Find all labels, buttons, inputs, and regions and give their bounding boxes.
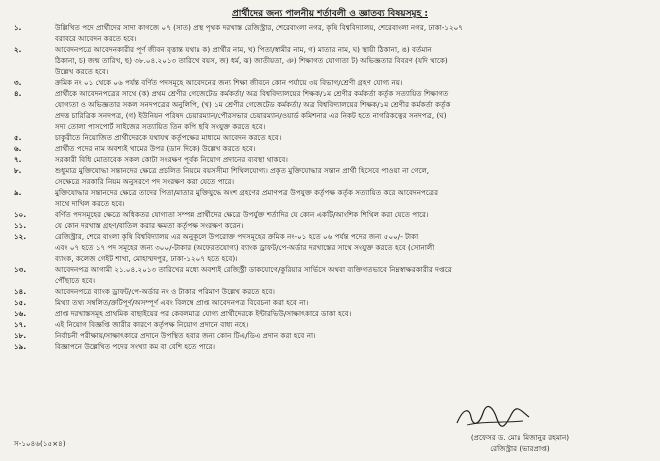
- condition-text: [55, 44, 647, 77]
- condition-item: [0, 44, 660, 77]
- condition-number: ১১.: [14, 221, 27, 230]
- condition-text: [55, 330, 647, 341]
- condition-line: মুক্তিযোদ্ধার সন্তানদের ক্ষেত্রে তাদের পিতা/মাতার মুক্তিযুদ্ধে অংশ গ্রহণের প্রমাণপত্র উপযুক্ত কর্তৃপক্ষ কর্তৃক সত্যায়িত করে আবেদনপত্রের: [55, 188, 439, 197]
- condition-line: সাথে দাখিল করতে হবে।: [55, 199, 125, 208]
- condition-number: ১০.: [14, 210, 27, 219]
- condition-number: ৯.: [14, 188, 22, 197]
- condition-item: [0, 22, 660, 44]
- condition-line: বিজ্ঞাপনে উল্লেখিত পদের সংখ্যা কম বা বেশি হতে পারে।: [55, 342, 216, 351]
- condition-item: [0, 209, 660, 220]
- condition-item: [0, 319, 660, 330]
- condition-number: ৩.: [14, 78, 22, 87]
- publication-code: স-১০৪৬(১৫×৪): [14, 439, 66, 448]
- condition-text: [55, 286, 647, 297]
- condition-number: ১৯.: [14, 342, 27, 351]
- condition-number: ১৩.: [14, 265, 27, 274]
- condition-number: ১৭.: [14, 320, 27, 329]
- condition-line: আবেদনপত্রে আবেদনকারীর পূর্ণ জীবন বৃত্তান্ত যথাঃ ক) প্রার্থীর নাম, খ) পিতা/স্বামীর নাম, গ) মাতার নাম, ঘ) স্থায়ী ঠিকানা, ঙ) বর্তমান: [55, 45, 432, 54]
- condition-number: ১৫.: [14, 298, 27, 307]
- condition-line: নির্বাচনী পরীক্ষায়/সাক্ষাৎকারে প্রদানে উপস্থিত হবার জন্য কোন টিএ/ডিএ প্রদান করা হবে না।: [55, 331, 316, 340]
- signature-mark: [453, 403, 533, 431]
- condition-number: ১.: [14, 23, 22, 32]
- condition-text: [55, 308, 647, 319]
- condition-line: প্রাপ্ত দরখাস্তসমূহ প্রাথমিক বাছাইয়ের পর কেবলমাত্র যোগ্য প্রার্থীদেরকে ইন্টারভিউ/সাক্ষাৎকারে ডাকা হবে।: [55, 309, 352, 318]
- condition-line: শুধুমাত্র মুক্তিযোদ্ধা সন্তানদের ক্ষেত্রে প্রচলিত নিয়মে বয়সসীমা শিথিলযোগ্য। প্রকৃত মুক্তিযোদ্ধার সন্তান প্রার্থী হিসেবে পাওয়া না গেলে,: [55, 166, 430, 175]
- condition-text: [55, 22, 647, 44]
- condition-line: চাকুরীতে নিয়োজিত প্রার্থীদেরকে যথাযথ কর্তৃপক্ষের মাধ্যমে আবেদন করতে হবে।: [55, 133, 282, 142]
- condition-line: যে কোন দরখাস্ত গ্রহণ/বাতিল করার ক্ষমতা কর্তৃপক্ষ সংরক্ষণ করেন।: [55, 221, 244, 230]
- condition-item: [0, 77, 660, 88]
- condition-text: [55, 209, 647, 220]
- conditions-list: [0, 22, 660, 352]
- condition-line: প্রদত্ত চারিত্রিক সনদপত্র, (গ) ইউনিয়ন পরিষদ চেয়ারম্যান/পৌরসভার চেয়ারম্যান/ওয়ার্ড কমিশনার এর নিকট হতে নাগরিকত্বের সনদপত্র, (ঘ): [55, 111, 447, 120]
- condition-number: ১৮.: [14, 331, 27, 340]
- condition-item: [0, 231, 660, 264]
- condition-text: [55, 264, 647, 286]
- condition-text: [55, 297, 647, 308]
- condition-line: বরাবরে আবেদন করতে হবে।: [55, 34, 137, 43]
- condition-text: [55, 77, 647, 88]
- condition-line: আবেদনপত্রে ব্যাংক ড্রাফট/পে-অর্ডার নং ও টাকার পরিমাণ উল্লেখ করতে হবে।: [55, 287, 275, 296]
- condition-line: বর্ণিত পদসমূহের ক্ষেত্রে অধিকতর যোগ্যতা সম্পন্ন প্রার্থীদের ক্ষেত্রে উপর্যুক্ত শর্তাদির যে কোন একটি/আংশিক শিথিল করা যেতে পারে।: [55, 210, 429, 219]
- condition-item: [0, 154, 660, 165]
- condition-item: [0, 286, 660, 297]
- condition-line: উল্লিখিত পদে প্রার্থীদের সাদা কাগজে ০৭ (সাত) প্রস্থ পৃথক দরখাস্ত রেজিস্ট্রার, শেরেবাংলা নগর, কৃষি বিশ্ববিদ্যালয়, শেরেবাংলা নগর, ঢাকা-১২০৭: [55, 23, 463, 32]
- condition-item: [0, 264, 660, 286]
- condition-item: [0, 143, 660, 154]
- condition-number: ১৬.: [14, 309, 27, 318]
- condition-item: [0, 330, 660, 341]
- condition-line: প্রার্থীত পদের নাম অবশ্যই খামের উপর (ডান দিকে) উল্লেখ করতে হবে।: [55, 144, 256, 153]
- condition-number: ৮.: [14, 166, 22, 175]
- condition-text: [55, 220, 647, 231]
- condition-item: [0, 308, 660, 319]
- condition-text: [55, 319, 647, 330]
- signatory-designation: রেজিস্ট্রার (ভারপ্রাপ্ত): [490, 444, 550, 453]
- condition-text: [55, 341, 647, 352]
- condition-item: [0, 187, 660, 209]
- condition-item: [0, 297, 660, 308]
- condition-line: এবং ০৭ হতে ১৭ পদ সমূহের জন্য ৩০০/-টাকার (অফেরতযোগ্য) ব্যাংক ড্রাফট/পে-অর্ডার দরখাস্তের সাথে সংযুক্ত করতে হবে (সোনালী: [55, 243, 435, 252]
- condition-text: [55, 132, 647, 143]
- condition-line: উল্লেখ করতে হবে।: [55, 67, 109, 76]
- condition-text: [55, 143, 647, 154]
- condition-number: ৫.: [14, 133, 22, 142]
- condition-line: রেজিস্ট্রার, শেরে বাংলা কৃষি বিশ্ববিদ্যালয় এর অনুকূলে উপরোক্ত পদসমূহের ক্রমিক নং-০১ হতে ০৬ পর্যন্ত পদের জন্য ৫০০/- টাকা: [55, 232, 419, 241]
- condition-line: আবেদনপত্র আগামী ২১.০৪.২০১৩ তারিখের মধ্যে অবশ্যই রেজিস্ট্রী ডাকযোগে/কুরিয়ার সার্ভিসে অথবা ব্যক্তিগতভাবে নিম্নস্বাক্ষরকারীর দপ্তরে: [55, 265, 452, 274]
- condition-item: [0, 132, 660, 143]
- condition-item: [0, 220, 660, 231]
- condition-text: [55, 88, 647, 132]
- condition-number: ৬.: [14, 144, 22, 153]
- condition-number: ৪.: [14, 89, 22, 98]
- condition-line: সেক্ষেত্রে সরকারি নিয়ম অনুসরণে পদ সংরক্ষণ করা যেতে পারে।: [55, 177, 235, 186]
- condition-line: ক্রমিক নং ০১ থেকে ০৬ পর্যন্ত বর্ণিত পদসমূহে আবেদনের জন্য শিক্ষা জীবনে কোন পর্যায়ে ৩য় বিভাগ/শ্রেণী গ্রহণ যোগ্য নয়।: [55, 78, 403, 87]
- condition-number: ৭.: [14, 155, 22, 164]
- condition-line: ব্যাংক, কলেজ গেইট শাখা, মোহাম্মদপুর, ঢাকা-১২০৭ হতে হবে)।: [55, 254, 238, 263]
- condition-number: ১২.: [14, 232, 27, 241]
- condition-number: ২.: [14, 45, 22, 54]
- condition-line: সরকারী বিধি মোতাবেক সকল কোটা সংরক্ষণ পূর্বক নিয়োগ প্রদানের ব্যবস্থা থাকবে।: [55, 155, 289, 164]
- condition-item: [0, 341, 660, 352]
- condition-item: [0, 88, 660, 132]
- condition-text: [55, 231, 647, 264]
- condition-text: [55, 154, 647, 165]
- condition-text: [55, 187, 647, 209]
- condition-line: পৌঁছাতে হবে।: [55, 276, 96, 285]
- condition-line: যোগ্যতা ও অভিজ্ঞতার সকল সনদপত্রের অনুলিপি, (খ) ১ম শ্রেণীর গেজেটেড কর্মকর্তা/ অত্র বিশ্ববিদ্যালয়ের শিক্ষক/১ম শ্রেণীর কর্মকর্তা কর্তৃক: [55, 100, 451, 109]
- condition-line: প্রার্থীকে আবেদনপত্রের সাথে (ক) প্রথম শ্রেণীর গেজেটেড কর্মকর্তা/ অত্র বিশ্ববিদ্যালয়ের শিক্ষক/১ম শ্রেণীর কর্মকর্তা কর্তৃক সত্যায়িত শিক্ষাগত: [55, 89, 449, 98]
- notice-title: প্রার্থীদের জন্য পালনীয় শর্তাবলী ও জ্ঞাতব্য বিষয়সমূহ :: [232, 9, 428, 19]
- condition-line: এই নিয়োগ বিজ্ঞপ্তি জারীর কারণে কর্তৃপক্ষ নিয়োগ প্রদানে বাধ্য নহে।: [55, 320, 249, 329]
- condition-line: ঠিকানা, চ) জন্ম তারিখ, ছ) ৩৮.০৪.২০১৩ তারিখে বয়স, জ) ধর্ম, ঝ) জাতীয়তা, ঞ) শিক্ষাগত যোগ্যতা ট) অভিজ্ঞতার বিবরণ (যদি থাকে): [55, 56, 448, 65]
- signatory-name: (প্রফেসর ড. মোঃ মিজানুর রহমান): [470, 433, 570, 442]
- condition-line: মিথ্যা তথ্য সম্বলিত/ক্রটিপূর্ণ/অসম্পূর্ণ এবং বিলম্বে প্রাপ্ত আবেদনপত্র বিবেচনা করা হবে না।: [55, 298, 309, 307]
- condition-item: [0, 165, 660, 187]
- condition-text: [55, 165, 647, 187]
- condition-number: ১৪.: [14, 287, 27, 296]
- condition-line: সদ্য তোলা পাসপোর্ট সাইজের সত্যায়িত তিন কপি ছবি সংযুক্ত করতে হবে।: [55, 122, 266, 131]
